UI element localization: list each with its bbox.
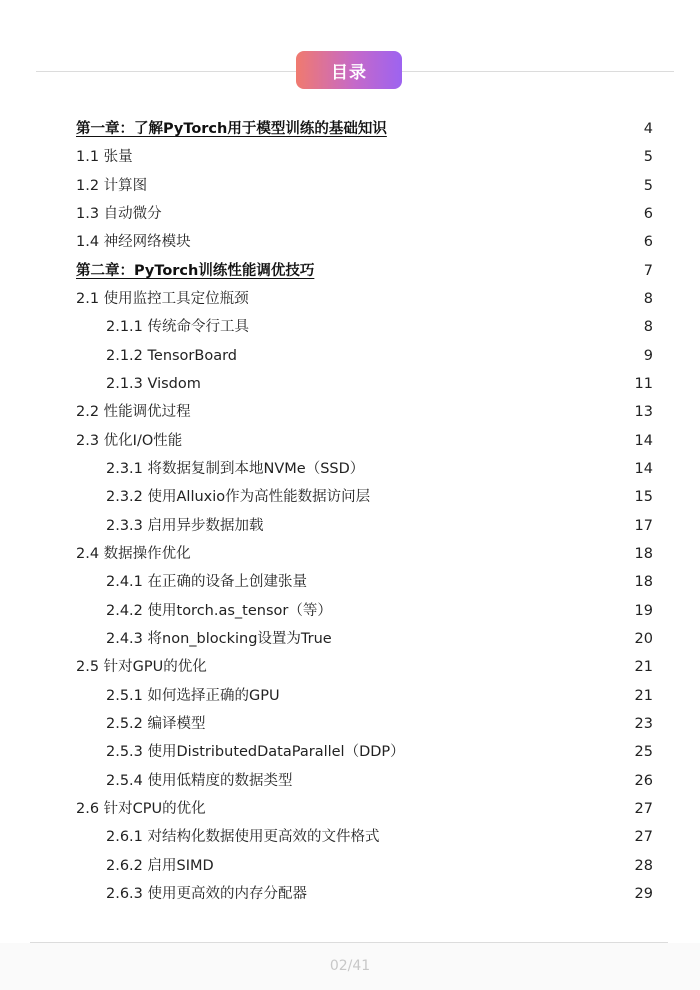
toc-entry-label: 2.1.2 TensorBoard [106,347,238,364]
toc-entry[interactable] [0,370,700,398]
toc-entry[interactable] [0,398,700,426]
toc-entry-label: 1.3 自动微分 [76,205,162,222]
toc-entry[interactable] [0,313,700,341]
toc-entry-label: 2.5.3 使用DistributedDataParallel（DDP） [106,744,405,761]
toc-entry[interactable] [0,682,700,710]
toc-entry-page-number: 9 [643,347,653,364]
toc-entry-label: 2.5 针对GPU的优化 [76,659,207,676]
toc-entry[interactable] [0,172,700,200]
toc-entry-page-number: 15 [634,489,653,506]
toc-entry-label: 2.6 针对CPU的优化 [76,800,206,817]
toc-entry-page-number: 18 [634,574,653,591]
toc-entry-label: 2.4.2 使用torch.as_tensor（等） [106,602,332,619]
toc-entry-label: 1.1 张量 [76,149,133,166]
toc-entry[interactable] [0,143,700,171]
toc-entry-page-number: 25 [634,744,653,761]
toc-entry[interactable] [0,512,700,540]
toc-entry-label: 2.6.2 启用SIMD [106,857,214,874]
toc-entry-label: 2.3.2 使用Alluxio作为高性能数据访问层 [106,489,371,506]
toc-entry-label: 2.4.1 在正确的设备上创建张量 [106,574,308,591]
toc-entry[interactable] [0,597,700,625]
toc-entry[interactable] [0,427,700,455]
toc-entry-page-number: 4 [643,121,653,137]
toc-entry-page-number: 5 [643,177,653,194]
toc-entry[interactable] [0,540,700,568]
toc-entry-label: 2.6.3 使用更高效的内存分配器 [106,885,308,902]
toc-entry-page-number: 21 [634,659,653,676]
toc-entry-page-number: 21 [634,687,653,704]
toc-entry-page-number: 26 [634,772,653,789]
toc-entry-page-number: 19 [634,602,653,619]
toc-entry-page-number: 8 [643,290,653,307]
toc-entry[interactable] [0,880,700,908]
toc-entry[interactable] [0,483,700,511]
toc-entry[interactable] [0,228,700,256]
toc-entry-page-number: 18 [634,545,653,562]
toc-entry-label: 2.4 数据操作优化 [76,545,191,562]
toc-entry-page-number: 6 [643,205,653,222]
toc-entry-label: 2.5.1 如何选择正确的GPU [106,687,280,704]
toc-entry-label: 2.4.3 将non_blocking设置为True [106,630,332,647]
toc-entry-page-number: 28 [634,857,653,874]
toc-entry-page-number: 8 [643,319,653,336]
toc-entry-page-number: 20 [634,630,653,647]
toc-chapter-entry[interactable] [0,257,700,285]
toc-chapter-entry[interactable] [0,115,700,143]
toc-title-badge: 目录 [296,51,402,89]
toc-entry-label: 2.6.1 对结构化数据使用更高效的文件格式 [106,829,380,846]
toc-entry[interactable] [0,852,700,880]
toc-entry[interactable] [0,653,700,681]
toc-entry-label: 第二章：PyTorch训练性能调优技巧 [76,262,315,279]
page-indicator: 02/41 [329,958,371,974]
toc-entry[interactable] [0,342,700,370]
toc-entry-label: 1.2 计算图 [76,177,148,194]
toc-entry-label: 2.5.4 使用低精度的数据类型 [106,772,293,789]
toc-entry[interactable] [0,285,700,313]
toc-entry[interactable] [0,767,700,795]
toc-entry-page-number: 14 [634,460,653,477]
toc-entry-label: 2.2 性能调优过程 [76,404,191,421]
toc-entry-label: 2.1 使用监控工具定位瓶颈 [76,290,249,307]
toc-entry-page-number: 11 [634,375,653,392]
toc-entry-page-number: 5 [643,149,653,166]
toc-entry-page-number: 29 [634,885,653,902]
toc-entry[interactable] [0,738,700,766]
toc-entry[interactable] [0,823,700,851]
toc-entry-label: 2.1.1 传统命令行工具 [106,319,250,336]
toc-entry-label: 2.3 优化I/O性能 [76,432,183,449]
toc-entry-page-number: 27 [634,829,653,846]
toc-entry-label: 2.3.3 启用异步数据加载 [106,517,264,534]
toc-entry[interactable] [0,200,700,228]
toc-entry-label: 第一章：了解PyTorch用于模型训练的基础知识 [76,121,387,137]
toc-entry-label: 2.1.3 Visdom [106,375,201,392]
toc-entry[interactable] [0,625,700,653]
toc-entry-page-number: 23 [634,715,653,732]
toc-entry-page-number: 7 [643,262,653,279]
toc-entry-label: 2.3.1 将数据复制到本地NVMe（SSD） [106,460,365,477]
toc-entry[interactable] [0,455,700,483]
toc-entry-page-number: 14 [634,432,653,449]
toc-entry-label: 1.4 神经网络模块 [76,234,191,251]
toc-entry-page-number: 13 [634,404,653,421]
toc-entry[interactable] [0,710,700,738]
toc-entry-page-number: 17 [634,517,653,534]
toc-entry-page-number: 27 [634,800,653,817]
toc-entry[interactable] [0,568,700,596]
table-of-contents [0,115,700,908]
toc-entry-page-number: 6 [643,234,653,251]
toc-entry-label: 2.5.2 编译模型 [106,715,206,732]
toc-entry[interactable] [0,795,700,823]
